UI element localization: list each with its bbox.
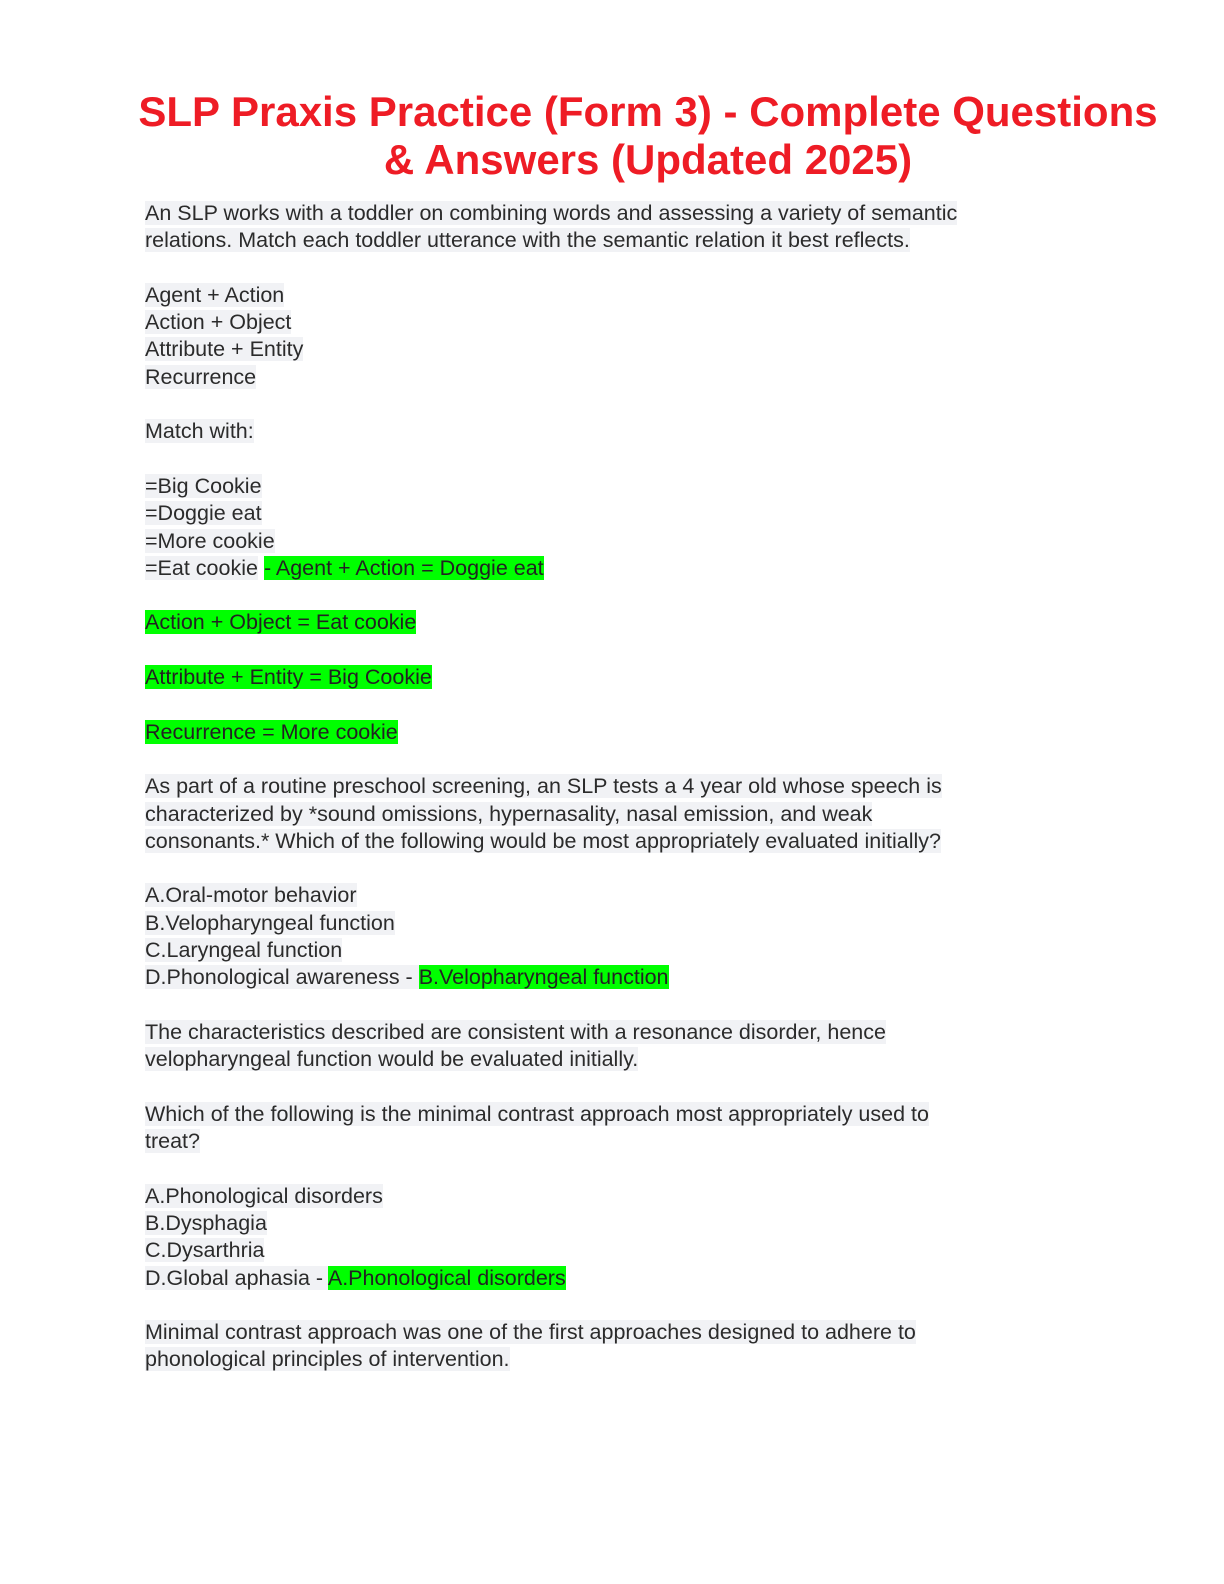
- q1-answer-highlight: Recurrence = More cookie: [145, 719, 398, 744]
- q3-explanation-line-2: phonological principles of intervention.: [145, 1347, 510, 1372]
- q1-relation: Action + Object: [145, 310, 292, 335]
- q3-prompt-line-1: Which of the following is the minimal contrast approach most appropriately used to: [145, 1101, 929, 1126]
- question-1: [145, 200, 1065, 773]
- question-2: [145, 773, 1065, 1101]
- q2-explanation-line-1: The characteristics described are consistent with a resonance disorder, hence: [145, 1019, 886, 1044]
- q2-option: A.Oral-motor behavior: [145, 883, 357, 908]
- q3-option: B.Dysphagia: [145, 1210, 267, 1235]
- q3-explanation-line-1: Minimal contrast approach was one of the first approaches designed to adhere to: [145, 1320, 916, 1345]
- title-line-1: SLP Praxis Practice (Form 3) - Complete Questions: [138, 88, 1158, 135]
- document-title: [118, 88, 1178, 184]
- q1-utterance: =Eat cookie: [145, 555, 258, 580]
- title-line-2: & Answers (Updated 2025): [383, 136, 913, 183]
- q1-match-label: Match with:: [145, 419, 254, 444]
- q1-answer-highlight: Attribute + Entity = Big Cookie: [145, 665, 432, 690]
- q2-explanation-line-2: velopharyngeal function would be evaluated initially.: [145, 1047, 639, 1072]
- q2-answer-highlight: B.Velopharyngeal function: [418, 965, 669, 990]
- q2-option: C.Laryngeal function: [145, 938, 343, 963]
- q3-prompt-line-2: treat?: [145, 1129, 200, 1154]
- q1-relation: Recurrence: [145, 364, 257, 389]
- q1-prompt-line-1: An SLP works with a toddler on combining words and assessing a variety of semantic: [145, 201, 958, 225]
- q3-option: A.Phonological disorders: [145, 1183, 383, 1208]
- document-body: [145, 200, 1065, 1374]
- q2-prompt-line-1: As part of a routine preschool screening, an SLP tests a 4 year old whose speech is: [145, 774, 942, 799]
- q1-utterance: =Doggie eat: [145, 501, 262, 526]
- question-3: [145, 1101, 1065, 1374]
- q1-prompt-line-2: relations. Match each toddler utterance with the semantic relation it best reflects.: [145, 228, 910, 253]
- q1-utterance: =More cookie: [145, 528, 275, 553]
- q2-option: D.Phonological awareness -: [145, 965, 419, 990]
- q1-answer-highlight: Action + Object = Eat cookie: [145, 610, 417, 635]
- q1-relation: Agent + Action: [145, 282, 285, 307]
- q1-utterance: =Big Cookie: [145, 473, 262, 498]
- q3-answer-highlight: A.Phonological disorders: [327, 1265, 566, 1290]
- q1-relation: Attribute + Entity: [145, 337, 304, 362]
- q2-option: B.Velopharyngeal function: [145, 910, 395, 935]
- q2-prompt-line-3: consonants.* Which of the following would be most appropriately evaluated initially?: [145, 828, 941, 853]
- q1-answer-highlight: - Agent + Action = Doggie eat: [263, 555, 544, 580]
- q3-option: C.Dysarthria: [145, 1238, 265, 1263]
- q3-option: D.Global aphasia -: [145, 1265, 328, 1290]
- q2-prompt-line-2: characterized by *sound omissions, hypernasality, nasal emission, and weak: [145, 801, 873, 826]
